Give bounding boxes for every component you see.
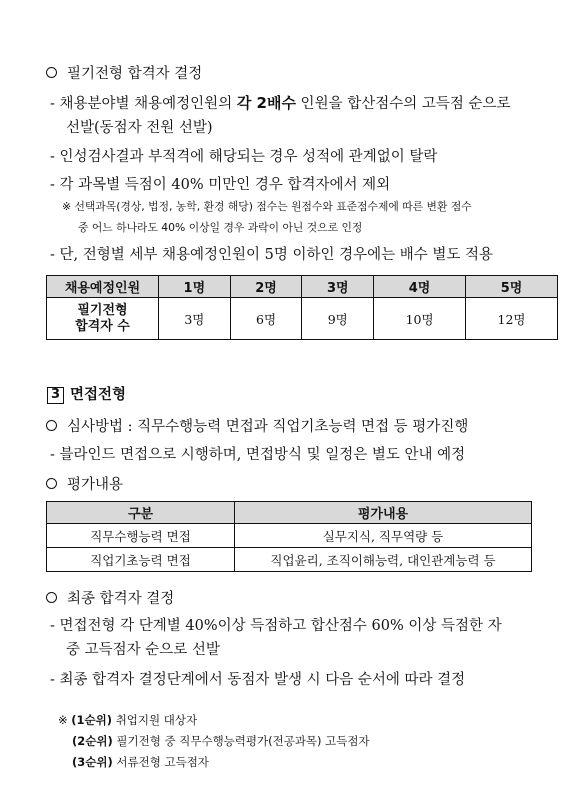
table-cell: 12명 bbox=[466, 298, 558, 340]
table-header-row bbox=[47, 276, 558, 298]
table-row bbox=[47, 548, 532, 572]
table-cell: 실무지식, 직무역량 등 bbox=[235, 524, 532, 548]
interview-content-heading: 평가내용 bbox=[46, 473, 123, 494]
written-exam-bullet-2: - 인성검사결과 부적격에 해당되는 경우 성적에 관계없이 탈락 bbox=[50, 149, 438, 165]
cutoff-note-line-2: 중 어느 하나라도 40% 이상일 경우 과락이 아닌 것으로 인정 bbox=[78, 221, 363, 234]
table-header-cell: 평가내용 bbox=[235, 502, 532, 524]
final-bullet-1: - 면접전형 각 단계별 40%이상 득점하고 합산점수 60% 이상 득점한 자 bbox=[50, 618, 502, 634]
table-header-cell: 3명 bbox=[302, 276, 374, 298]
circle-bullet-icon bbox=[46, 420, 57, 431]
interview-criteria-table bbox=[46, 501, 532, 572]
circle-bullet-icon bbox=[46, 67, 57, 78]
table-header-row bbox=[47, 502, 532, 524]
table-header-cell: 2명 bbox=[230, 276, 302, 298]
table-header-cell: 1명 bbox=[159, 276, 231, 298]
table-header-cell: 채용예정인원 bbox=[47, 276, 159, 298]
tie-break-rank-1: ※ (1순위) 취업지원 대상자 bbox=[58, 713, 198, 727]
section-number-box: 3 bbox=[47, 387, 64, 404]
table-cell: 3명 bbox=[159, 298, 231, 340]
interview-section-title: 3 면접전형 bbox=[47, 383, 126, 404]
table-cell: 직무수행능력 면접 bbox=[47, 524, 235, 548]
written-exam-bullet-3: - 각 과목별 득점이 40% 미만인 경우 합격자에서 제외 bbox=[50, 177, 391, 193]
table-cell: 9명 bbox=[302, 298, 374, 340]
written-exam-bullet-1-cont: 선발(동점자 전원 선발) bbox=[66, 120, 213, 136]
table-row bbox=[47, 524, 532, 548]
table-cell: 직업윤리, 조직이해능력, 대인관계능력 등 bbox=[235, 548, 532, 572]
table-header-cell: 5명 bbox=[466, 276, 558, 298]
final-decision-heading: 최종 합격자 결정 bbox=[46, 587, 174, 608]
final-bullet-1-cont: 중 고득점자 순으로 선발 bbox=[66, 642, 220, 658]
written-exam-bullet-4: - 단, 전형별 세부 채용예정인원이 5명 이하인 경우에는 배수 별도 적용 bbox=[50, 247, 494, 263]
final-bullet-2: - 최종 합격자 결정단계에서 동점자 발생 시 다음 순서에 따라 결정 bbox=[50, 672, 466, 688]
circle-bullet-icon bbox=[46, 592, 57, 603]
cutoff-note-line-1: ※ 선택과목(경상, 법정, 농학, 환경 해당) 점수는 원점수와 표준점수제에 따른 변환 점수 bbox=[62, 200, 472, 213]
emphasis-multiplier: 각 2배수 bbox=[236, 94, 296, 112]
written-exam-heading: 필기전형 합격자 결정 bbox=[46, 62, 202, 83]
row-label-cell: 필기전형 합격자 수 bbox=[47, 298, 159, 340]
table-cell: 6명 bbox=[230, 298, 302, 340]
table-header-cell: 4명 bbox=[374, 276, 466, 298]
table-cell: 10명 bbox=[374, 298, 466, 340]
pass-ratio-table bbox=[46, 275, 558, 340]
table-cell: 직업기초능력 면접 bbox=[47, 548, 235, 572]
table-header-cell: 구분 bbox=[47, 502, 235, 524]
tie-break-rank-3: (3순위) 서류전형 고득점자 bbox=[72, 755, 209, 769]
interview-blind-note: - 블라인드 면접으로 시행하며, 면접방식 및 일정은 별도 안내 예정 bbox=[50, 447, 466, 463]
interview-method: 심사방법 : 직무수행능력 면접과 직업기초능력 면접 등 평가진행 bbox=[46, 415, 468, 436]
circle-bullet-icon bbox=[46, 478, 57, 489]
written-exam-bullet-1: - 채용분야별 채용예정인원의 각 2배수 인원을 합산점수의 고득점 순으로 bbox=[50, 94, 511, 112]
tie-break-rank-2: (2순위) 필기전형 중 직무수행능력평가(전공과목) 고득점자 bbox=[72, 734, 370, 748]
table-row bbox=[47, 298, 558, 340]
